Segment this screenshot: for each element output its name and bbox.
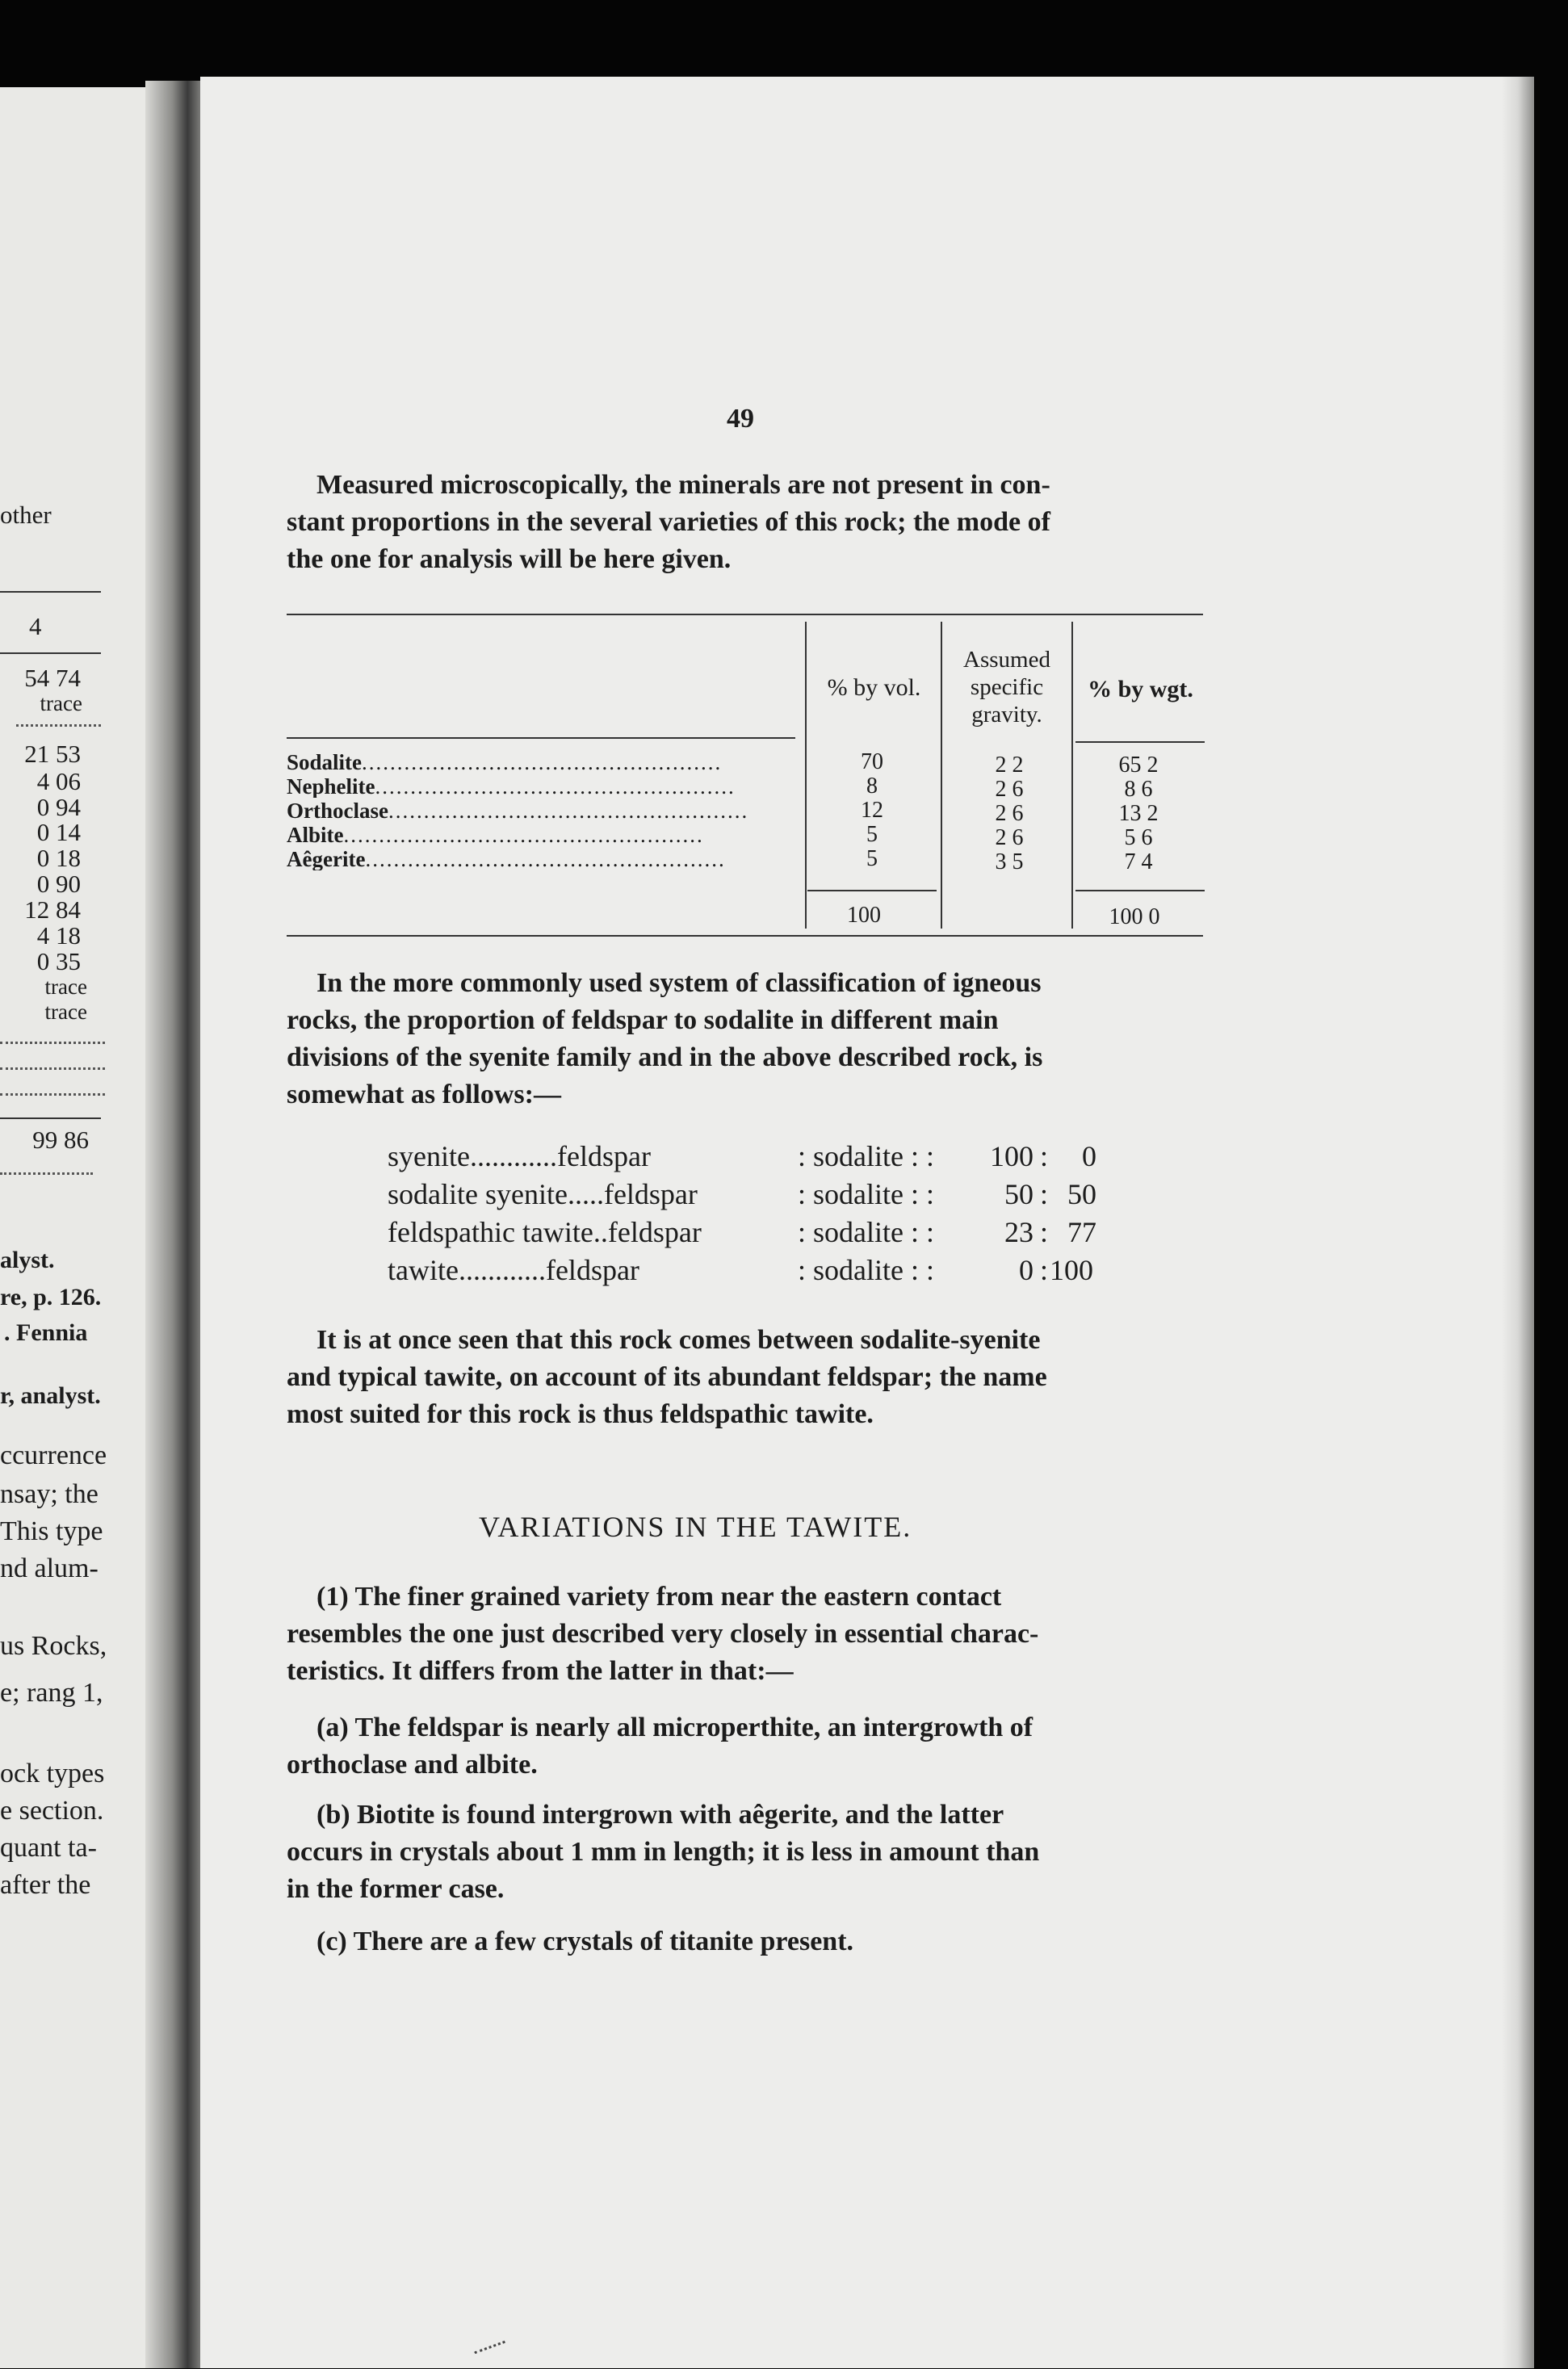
facing-text-line: nd alum-: [0, 1553, 99, 1583]
total-volume: 100: [847, 903, 881, 928]
facing-value: trace: [44, 975, 87, 999]
text-line: occurs in crystals about 1 mm in length; it is less in amount than: [287, 1837, 1040, 1867]
ratio-relation: : sodalite : :: [798, 1140, 934, 1172]
header-percent-weight: % by wgt.: [1088, 676, 1193, 702]
table-row-name: Nephelite...................................................: [287, 775, 736, 798]
ratio-relation: : sodalite : :: [798, 1254, 934, 1286]
facing-value: trace: [44, 1000, 87, 1024]
text-line: (1) The finer grained variety from near the eastern contact: [317, 1582, 1002, 1612]
facing-value: 12 84: [24, 895, 81, 924]
ratio-colon: :: [1040, 1140, 1049, 1172]
text-line: Measured microscopically, the minerals are not present in con-: [317, 470, 1050, 500]
text-line: (c) There are a few crystals of titanite present.: [317, 1927, 854, 1956]
cell-gravity: 2 6: [995, 801, 1024, 826]
cell-weight: 13 2: [1118, 801, 1159, 826]
item-b-paragraph: [287, 1797, 1203, 1908]
conclusion-paragraph: [287, 1322, 1203, 1433]
header-specific-gravity: [942, 646, 1071, 728]
ratio-feldspar-value: 23: [1004, 1216, 1033, 1248]
facing-value: 0 18: [36, 844, 81, 872]
text-line: (b) Biotite is found intergrown with aêgerite, and the latter: [317, 1800, 1004, 1830]
facing-text-line: us Rocks,: [0, 1631, 107, 1661]
ratio-feldspar-value: 50: [1004, 1178, 1033, 1210]
cell-volume: 5: [866, 846, 878, 871]
classification-paragraph: [287, 965, 1203, 1113]
facing-value: 0 35: [36, 947, 81, 975]
facing-note: alyst.: [0, 1247, 55, 1273]
item-a-paragraph: [287, 1709, 1203, 1784]
text-line: stant proportions in the several varieties of this rock; the mode of: [287, 507, 1050, 537]
facing-leader: [0, 1042, 105, 1044]
cell-weight: 5 6: [1124, 825, 1153, 850]
table-row-name: Orthoclase...................................................: [287, 799, 749, 822]
facing-text-line: e; rang 1,: [0, 1678, 103, 1708]
ratio-row-syenite: syenite............feldspar: [388, 1140, 651, 1172]
ratio-row-tawite: tawite............feldspar: [388, 1254, 639, 1286]
cell-volume: 5: [866, 822, 878, 847]
ratio-sodalite-value: 77: [1067, 1216, 1096, 1248]
text-line: most suited for this rock is thus feldspathic tawite.: [287, 1399, 874, 1429]
header-line: specific: [970, 674, 1044, 700]
facing-leader: [0, 1067, 105, 1070]
cell-gravity: 2 2: [995, 753, 1024, 778]
facing-note: . Fennia: [4, 1319, 88, 1346]
facing-text-line: e section.: [0, 1796, 104, 1826]
facing-note: r, analyst.: [0, 1382, 101, 1409]
header-line: gravity.: [971, 702, 1042, 727]
ratio-colon: :: [1040, 1216, 1049, 1248]
facing-text-line: quant ta-: [0, 1833, 97, 1863]
variation-paragraph: [287, 1579, 1203, 1690]
table-row-name: Aêgerite...................................................: [287, 848, 726, 870]
ratio-relation: : sodalite : :: [798, 1216, 934, 1248]
facing-note: re, p. 126.: [0, 1284, 102, 1310]
cell-volume: 8: [866, 774, 878, 799]
header-line: Assumed: [963, 647, 1050, 673]
ratio-colon: :: [1040, 1254, 1049, 1286]
cell-gravity: 2 6: [995, 777, 1024, 802]
facing-text-fragment: other: [0, 501, 52, 529]
text-line: somewhat as follows:—: [287, 1080, 561, 1109]
ratio-sodalite-value: 100: [1050, 1254, 1093, 1286]
text-line: teristics. It differs from the latter in that:—: [287, 1656, 794, 1686]
text-line: the one for analysis will be here given.: [287, 544, 732, 574]
table-sum-rule: [807, 890, 937, 891]
facing-text-line: This type: [0, 1516, 103, 1546]
facing-text-line: ccurrence: [0, 1440, 107, 1470]
table-column-rule: [1071, 622, 1073, 929]
table-header-rule: [1075, 741, 1205, 743]
facing-value: trace: [40, 691, 82, 715]
facing-leader: [16, 724, 101, 727]
ratio-colon: :: [1040, 1178, 1049, 1210]
cell-volume: 12: [861, 798, 883, 823]
facing-value: 4 18: [36, 921, 81, 950]
text-line: rocks, the proportion of feldspar to sodalite in different main: [287, 1005, 999, 1035]
table-sum-rule: [1075, 890, 1205, 891]
text-line: in the former case.: [287, 1874, 505, 1904]
facing-value: 54 74: [24, 664, 81, 692]
table-top-rule: [287, 614, 1203, 615]
ratio-sodalite-value: 50: [1067, 1178, 1096, 1210]
facing-text-line: after the: [0, 1870, 91, 1900]
text-line: and typical tawite, on account of its abundant feldspar; the name: [287, 1362, 1047, 1392]
facing-rule: [0, 1117, 101, 1119]
text-line: (a) The feldspar is nearly all microperthite, an intergrowth of: [317, 1713, 1033, 1742]
text-line: resembles the one just described very closely in essential charac-: [287, 1619, 1039, 1649]
cell-gravity: 3 5: [995, 849, 1024, 874]
intro-paragraph: [287, 467, 1203, 578]
facing-rule: [0, 652, 101, 654]
facing-value: 0 94: [36, 793, 81, 821]
ratio-row-sodalite-syenite: sodalite syenite.....feldspar: [388, 1178, 698, 1210]
facing-rule: [0, 591, 101, 593]
total-weight: 100 0: [1109, 904, 1160, 929]
text-line: In the more commonly used system of classification of igneous: [317, 968, 1042, 998]
facing-leader: [0, 1172, 93, 1175]
ratio-feldspar-value: 100: [990, 1140, 1033, 1172]
ratio-sodalite-value: 0: [1082, 1140, 1096, 1172]
page-edge: [1502, 77, 1534, 2368]
table-bottom-rule: [287, 935, 1203, 937]
facing-text-line: ock types: [0, 1759, 105, 1788]
facing-value: 0 90: [36, 870, 81, 898]
ratio-row-feldspathic-tawite: feldspathic tawite..feldspar: [388, 1216, 702, 1248]
cell-gravity: 2 6: [995, 825, 1024, 850]
text-line: orthoclase and albite.: [287, 1750, 538, 1780]
table-row-name: Sodalite...................................................: [287, 751, 723, 774]
cell-weight: 65 2: [1118, 753, 1159, 778]
cell-weight: 8 6: [1124, 777, 1153, 802]
page-number: 49: [727, 404, 754, 434]
ratio-relation: : sodalite : :: [798, 1178, 934, 1210]
header-percent-volume: % by vol.: [827, 674, 921, 701]
facing-total: 99 86: [32, 1126, 89, 1154]
table-row-name: Albite...................................................: [287, 824, 704, 846]
item-c-paragraph: [287, 1923, 1203, 1960]
ratio-feldspar-value: 0: [1019, 1254, 1033, 1286]
cell-volume: 70: [861, 749, 883, 774]
text-line: It is at once seen that this rock comes between sodalite-syenite: [317, 1325, 1041, 1355]
facing-column-head: 4: [29, 612, 42, 640]
text-line: divisions of the syenite family and in the above described rock, is: [287, 1042, 1043, 1072]
facing-value: 0 14: [36, 818, 81, 846]
cell-weight: 7 4: [1124, 849, 1153, 874]
table-column-rule: [805, 622, 807, 929]
table-header-rule: [287, 737, 795, 739]
facing-value: 4 06: [36, 767, 81, 795]
facing-value: 21 53: [24, 740, 81, 768]
facing-text-line: nsay; the: [0, 1479, 99, 1509]
facing-leader: [0, 1093, 105, 1096]
section-heading: VARIATIONS IN THE TAWITE.: [479, 1511, 912, 1543]
